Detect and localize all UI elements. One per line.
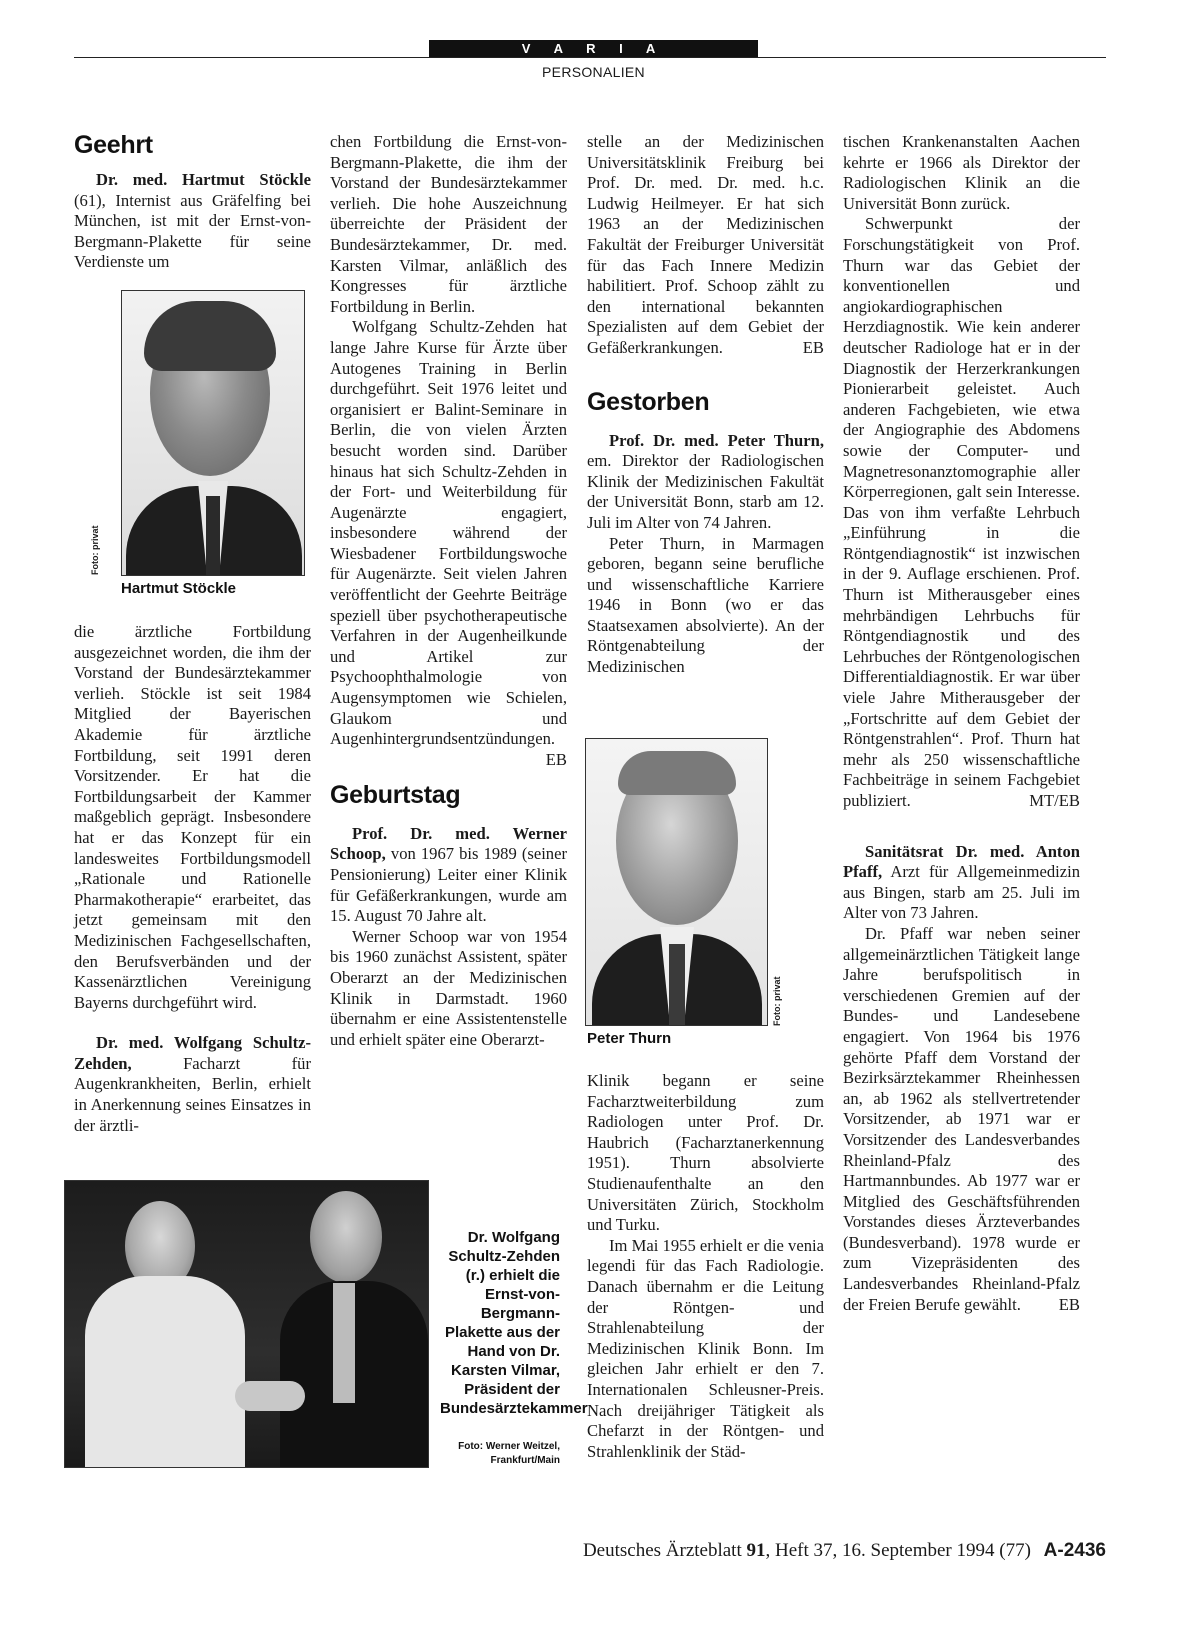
header-rule <box>74 57 1106 58</box>
name-stoeckle: Dr. med. Hartmut Stöckle <box>96 170 311 189</box>
name-schoop: Prof. Dr. med. Werner Schoop, <box>330 823 567 864</box>
article-schultz-zehden-body-1: chen Fortbildung die Ernst-von-Bergmann-Plakette, die ihm der Vorstand der Bundesärztekammer verlieh. Die hohe Auszeichnung überreichte der Präsident der Bundesärztekammer, Dr. med. Karsten Vilmar, anläßlich des Kongresses für ärztliche Fortbildung in Berlin. <box>330 132 567 316</box>
photo-stoeckle <box>121 290 305 576</box>
journal-volume: 91 <box>746 1540 766 1561</box>
caption-handshake: Dr. Wolfgang Schultz-Zehden (r.) erhielt die Ernst-von-Bergmann-Plakette aus der Hand von Dr. Karsten Vilmar, Präsident der Bundesärztekammer <box>440 1229 588 1417</box>
article-thurn-body-4: tischen Krankenanstalten Aachen kehrte er 1966 als Direktor der Radiologischen Klinik an die Universität Bonn zurück. <box>843 132 1080 213</box>
caption-thurn: Peter Thurn <box>587 1030 672 1047</box>
article-thurn-body-2: Klinik begann er seine Facharztweiterbildung zum Radiologen unter Prof. Dr. Haubrich (Facharztanerkennung 1951). Thurn absolvierte Studienaufenthalte an den Universitäten Zürich, Stockholm und Turku. <box>587 1071 824 1235</box>
article-schoop-body-2: stelle an der Medizinischen Universitätsklinik Freiburg bei Prof. Dr. med. Dr. med. h.c. Ludwig Heilmeyer. Er hat sich 1963 an der Medizinischen Fakultät der Freiburger Universität für das Fach Innere Medizin habilitiert. Prof. Schoop zählt zu den international bekannten Spezialisten auf dem Gebiet der Gefäßerkrankungen. EB <box>587 132 824 357</box>
photo-handshake <box>64 1180 429 1468</box>
page-number: A-2436 <box>1043 1540 1106 1561</box>
article-thurn-body-3: Im Mai 1955 erhielt er die venia legendi für das Fach Radiologie. Danach übernahm er die Leitung der Röntgen- und Strahlenabteilung der Medizinischen Klinik Bonn. Im gleichen Jahr erhielt er den 7. Internationalen Schleusner-Preis. Nach dreijähriger Tätigkeit als Chefarzt in der Röntgen- und Strahlenklinik der Städ- <box>587 1235 824 1461</box>
heading-gestorben: Gestorben <box>587 387 710 416</box>
article-pfaff-body: Dr. Pfaff war neben seiner allgemeinärztlichen Tätigkeit lange Jahre berufspolitisch in verschiedenen Gremien auf der Bundes- und Landesebene engagiert. Von 1964 bis 1976 gehörte Pfaff dem Vorstand der Bezirksärztekammer Rheinhessen an, ab 1962 als stellvertretender Vorsitzender, ab 1971 war er Vorsitzender des Landesverbandes Rheinland-Pfalz des Hartmannbundes. Ab 1977 war er Mitglied des Geschäftsführenden Vorstandes dieses Ärzteverbandes (Bundesverband). 1978 wurde er zum Vizepräsidenten des Landesverbandes Rheinland-Pfalz der Freien Berufe gewählt. EB <box>843 923 1080 1314</box>
section-label: PERSONALIEN <box>542 64 645 80</box>
caption-stoeckle: Hartmut Stöckle <box>121 580 237 597</box>
photo-credit-thurn: Foto: privat <box>772 976 782 1026</box>
signature-eb: EB <box>802 337 824 357</box>
article-schultz-zehden-body-2: Wolfgang Schultz-Zehden hat lange Jahre Kurse für Ärzte über Autogenes Training in Berlin durchgeführt. Seit 1976 leitet und organisiert er Balint-Seminare in Berlin, die von vielen Ärzten besucht worden sind. Darüber hinaus hat sich Schultz-Zehden in der Fort- und Weiterbildung für Augenärzte engagiert, insbesondere während der Wiesbadener Fortbildungswoche für Augenärzte. Seit vielen Jahren veröffentlicht der Geehrte Beiträge speziell über psychotherapeutische Verfahren in der Augenheilkunde und Artikel zur Psychoophthalmologie von Augensymptomen wie Schielen, Glaukom und Augenhintergrundsentzündungen. EB <box>330 317 567 769</box>
column-3 <box>587 132 824 678</box>
journal-name: Deutsches Ärzteblatt <box>582 1540 742 1561</box>
heading-geehrt: Geehrt <box>74 131 153 159</box>
photo-thurn <box>585 738 768 1026</box>
article-schoop-intro: Prof. Dr. med. Werner Schoop, von 1967 bis 1989 (seiner Pensionierung) Leiter einer Klinik für Gefäßerkrankungen, wurde am 15. August 70 Jahre alt. <box>330 823 567 926</box>
name-schultz-zehden: Dr. med. Wolfgang Schultz-Zehden, <box>74 1033 311 1073</box>
column-1-continued <box>74 622 311 1136</box>
column-2 <box>330 132 567 1050</box>
photo-credit-stoeckle: Foto: privat <box>90 525 100 575</box>
column-4 <box>843 132 1080 1315</box>
name-pfaff: Sanitätsrat Dr. med. Anton Pfaff, <box>843 841 1080 882</box>
article-schultz-zehden-intro: Dr. med. Wolfgang Schultz-Zehden, Facharzt für Augenkrankheiten, Berlin, erhielt in Anerkennung seines Einsatzes in der ärztli- <box>74 1033 311 1135</box>
article-thurn-body-5: Schwerpunkt der Forschungstätigkeit von Prof. Thurn war das Gebiet der konventionellen und angiokardiographischen Herzdiagnostik. Wie kein anderer deutscher Radiologe hat er in der Diagnostik der Herzerkrankungen Pionierarbeit geleistet. Auch anderen Fachgebieten, wie etwa der Angiographie des Abdomens sowie der Computer- und Magnetresonanztomographie aller Körperregionen, galt sein Interesse. Das von ihm verfaßte Lehrbuch „Einführung in die Röntgendiagnostik“ ist inzwischen in der 9. Auflage erschienen. Prof. Thurn ist Mitherausgeber eines mehrbändigen Lehrbuchs für Röntgendiagnostik und des Lehrbuches der Röntgenologischen Differentialdiagnostik. Er war über viele Jahre Mitherausgeber der „Fortschritte auf dem Gebiet der Röntgenstrahlen“. Prof. Thurn hat mehr als 250 wissenschaftliche Fachbeiträge in seinem Fachgebiet publiziert. MT/EB <box>843 214 1080 810</box>
column-3-continued <box>587 1071 824 1462</box>
name-thurn: Prof. Dr. med. Peter Thurn, <box>609 430 824 450</box>
article-schoop-body: Werner Schoop war von 1954 bis 1960 zunächst Assistent, später Oberarzt an der Medizinischen Klinik in Darmstadt. 1960 übernahm er eine Assistentenstelle und erhielt später eine Oberarzt- <box>330 926 567 1049</box>
heading-geburtstag: Geburtstag <box>330 780 461 809</box>
signature-eb: EB <box>1058 1294 1080 1314</box>
journal-issue: , Heft 37, 16. September 1994 (77) <box>765 1540 1031 1561</box>
photo-credit-handshake: Foto: Werner Weitzel, Frankfurt/Main <box>458 1441 560 1466</box>
article-thurn-intro: Prof. Dr. med. Peter Thurn, em. Direktor der Radiologischen Klinik der Medizinischen Fakultät der Universität Bonn, starb am 12. Juli im Alter von 74 Jahren. <box>587 430 824 532</box>
column-1 <box>74 130 311 273</box>
section-banner: V A R I A <box>429 40 758 57</box>
article-pfaff-intro: Sanitätsrat Dr. med. Anton Pfaff, Arzt für Allgemeinmedizin aus Bingen, starb am 25. Juli im Alter von 73 Jahren. <box>843 841 1081 923</box>
page-footer <box>500 1540 1106 1562</box>
article-stoeckle-body: die ärztliche Fortbildung ausgezeichnet worden, die ihm der Vorstand der Bundesärztekammer verlieh. Stöckle ist seit 1984 Mitglied der Bayerischen Akademie für ärztliche Fortbildung, seit 1991 deren Vorsitzender. Er hat die Fortbildungsarbeit der Kammer maßgeblich geprägt. Insbesondere hat er das Konzept für ein landesweites Fortbildungsmodell „Rationale und Rationelle Pharmakotherapie“ erarbeitet, das jetzt gemeinsam mit den Medizinischen Fachgesellschaften, den Berufsverbänden und der Kassenärztlichen Vereinigung Bayerns durchgeführt wird. <box>74 622 311 1012</box>
article-stoeckle-intro: Dr. med. Hartmut Stöckle (61), Internist aus Gräfelfing bei München, ist mit der Ernst-von-Bergmann-Plakette für seine Verdienste um <box>74 170 311 272</box>
article-thurn-body-1: Peter Thurn, in Marmagen geboren, begann seine berufliche und wissenschaftliche Karriere 1946 in Bonn (wo er das Staatsexamen absolvierte). An der Röntgenabteilung der Medizinischen <box>587 533 824 677</box>
signature-mteb: MT/EB <box>1029 791 1080 810</box>
signature-eb: EB <box>545 749 567 769</box>
